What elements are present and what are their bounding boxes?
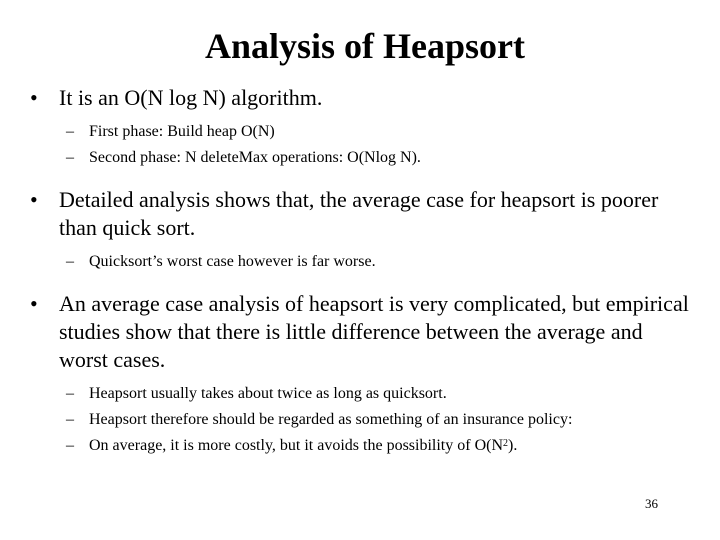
bullet-3-text: An average case analysis of heapsort is very complicated, but empirical studies show that there is little difference between the average and worst cases. bbox=[59, 291, 689, 372]
sub-bullet bbox=[30, 252, 690, 272]
page-number: 36 bbox=[645, 496, 658, 511]
dash-marker: – bbox=[66, 411, 74, 428]
sub-bullet-text bbox=[89, 437, 517, 454]
bullet-3 bbox=[30, 290, 690, 374]
dash-marker: – bbox=[66, 385, 74, 402]
superscript: 2 bbox=[503, 438, 509, 449]
bullet-1 bbox=[30, 84, 690, 112]
bullet-3-subs bbox=[30, 384, 690, 456]
sub-bullet-text: First phase: Build heap O(N) bbox=[89, 123, 275, 140]
bullet-marker: • bbox=[30, 187, 38, 212]
dash-marker: – bbox=[66, 437, 74, 454]
sub-text-suffix: ). bbox=[508, 437, 518, 454]
bullet-2 bbox=[30, 186, 690, 242]
sub-bullet bbox=[30, 436, 690, 456]
bullet-1-text: It is an O(N log N) algorithm. bbox=[59, 85, 323, 110]
sub-text-prefix: On average, it is more costly, but it avoids the possibility of O(N bbox=[89, 437, 504, 454]
sub-bullet-text: Second phase: N deleteMax operations: O(Nlog N). bbox=[89, 149, 421, 166]
bullet-marker: • bbox=[30, 85, 38, 110]
dash-marker: – bbox=[66, 123, 74, 140]
bullet-marker: • bbox=[30, 291, 38, 316]
slide-title: Analysis of Heapsort bbox=[204, 26, 525, 66]
sub-bullet-text: Heapsort usually takes about twice as long as quicksort. bbox=[89, 385, 447, 402]
sub-bullet bbox=[30, 410, 690, 430]
dash-marker: – bbox=[66, 253, 74, 270]
sub-bullet bbox=[30, 148, 690, 168]
sub-bullet-text: Quicksort’s worst case however is far worse. bbox=[89, 253, 376, 270]
sub-bullet bbox=[30, 122, 690, 142]
bullet-1-subs bbox=[30, 122, 690, 168]
bullet-2-subs bbox=[30, 252, 690, 272]
slide-content bbox=[30, 84, 690, 474]
dash-marker: – bbox=[66, 149, 74, 166]
sub-bullet-text: Heapsort therefore should be regarded as something of an insurance policy: bbox=[89, 411, 573, 428]
bullet-2-text: Detailed analysis shows that, the average case for heapsort is poorer than quick sort. bbox=[59, 187, 659, 240]
sub-bullet bbox=[30, 384, 690, 404]
